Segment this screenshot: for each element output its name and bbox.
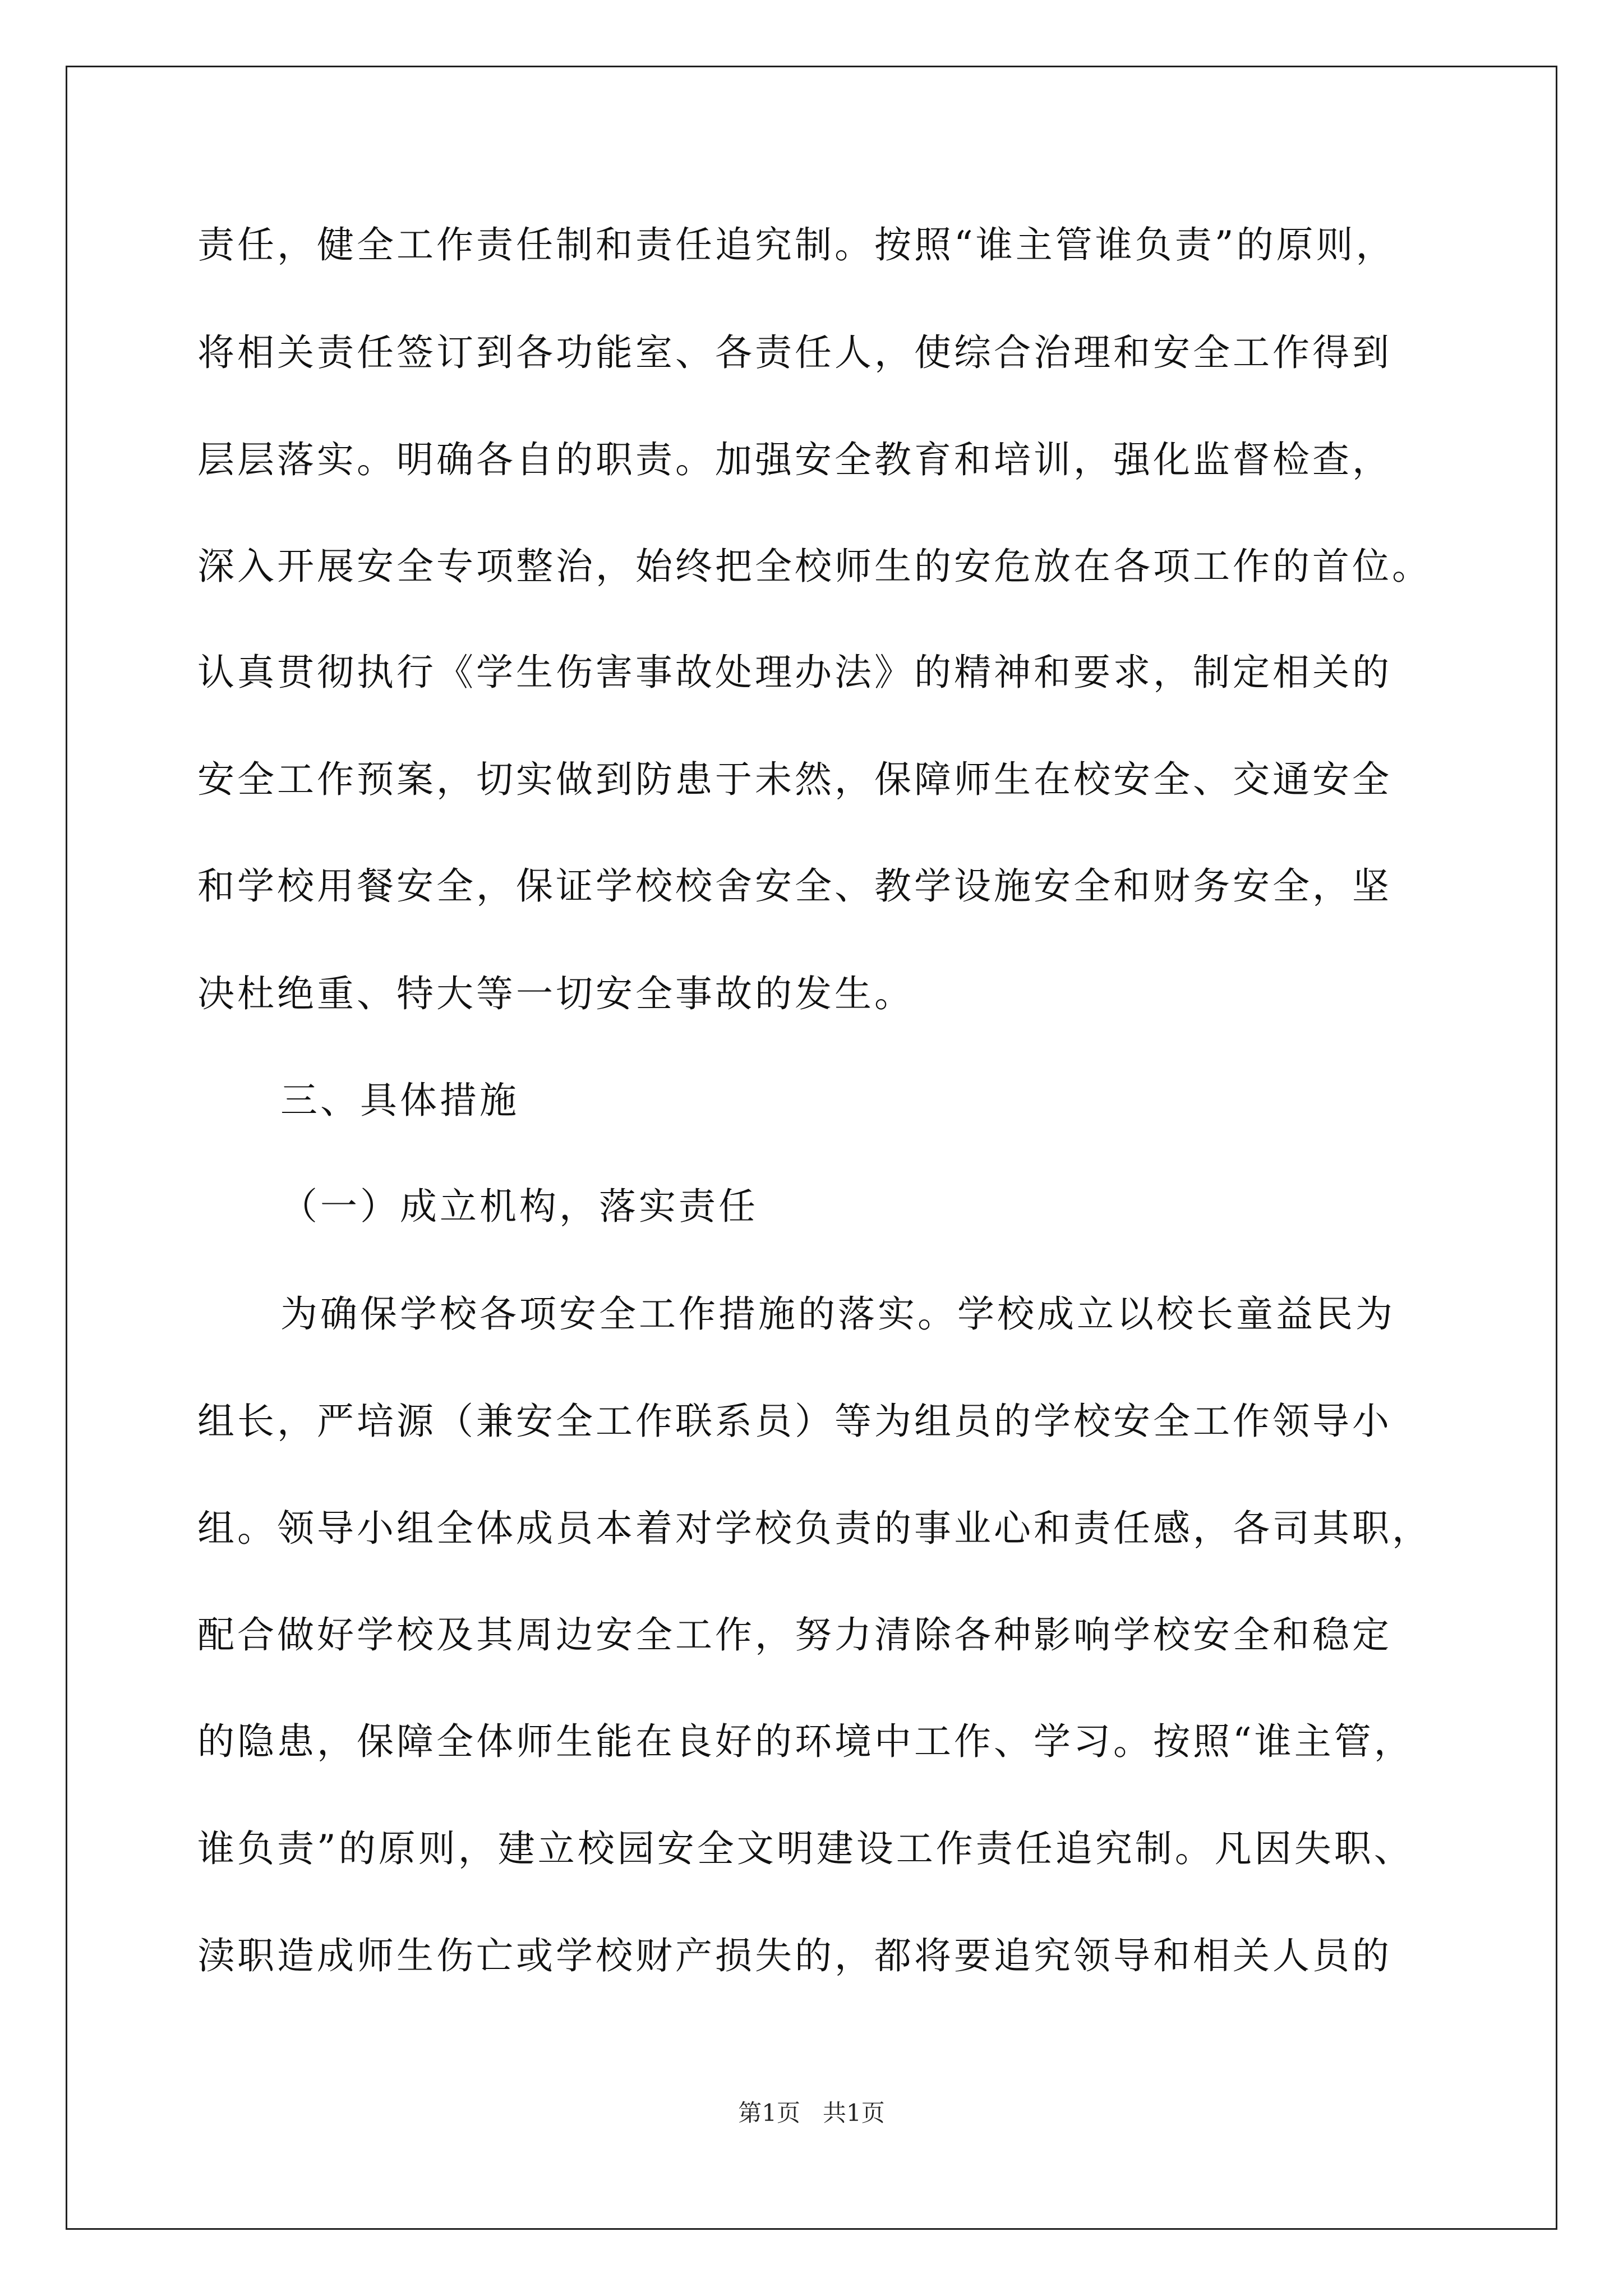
section-heading: 三、具体措施 [280,1079,519,1122]
paragraph-line: 层层落实。明确各自的职责。加强安全教育和培训，强化监督检查， [197,438,1392,481]
paragraph-line: 将相关责任签订到各功能室、各责任人，使综合治理和安全工作得到 [197,331,1392,374]
page-number-footer: 第1页 共1页 [738,2099,885,2127]
paragraph-line: 组。领导小组全体成员本着对学校负责的事业心和责任感，各司其职， [197,1507,1432,1550]
paragraph-line: 深入开展安全专项整治，始终把全校师生的安危放在各项工作的首位。 [197,545,1432,588]
paragraph-line: 责任，健全工作责任制和责任追究制。按照“谁主管谁负责”的原则， [197,223,1396,266]
paragraph-line: 决杜绝重、特大等一切安全事故的发生。 [197,972,914,1015]
paragraph-line: 组长，严培源（兼安全工作联系员）等为组员的学校安全工作领导小 [197,1400,1392,1443]
paragraph-line: 渎职造成师生伤亡或学校财产损失的，都将要追究领导和相关人员的 [197,1934,1392,1977]
paragraph-line: 配合做好学校及其周边安全工作，努力清除各种影响学校安全和稳定 [197,1613,1392,1657]
paragraph-line: 为确保学校各项安全工作措施的落实。学校成立以校长童益民为 [280,1292,1395,1336]
paragraph-line: 认真贯彻执行《学生伤害事故处理办法》的精神和要求，制定相关的 [197,651,1392,694]
paragraph-line: 的隐患，保障全体师生能在良好的环境中工作、学习。按照“谁主管， [197,1720,1414,1763]
page-border [66,66,1557,2230]
subsection-heading: （一）成立机构，落实责任 [280,1185,758,1228]
paragraph-line: 谁负责”的原则，建立校园安全文明建设工作责任追究制。凡因失职、 [197,1827,1414,1870]
paragraph-line: 安全工作预案，切实做到防患于未然，保障师生在校安全、交通安全 [197,758,1392,801]
paragraph-line: 和学校用餐安全，保证学校校舍安全、教学设施安全和财务安全，坚 [197,864,1392,908]
